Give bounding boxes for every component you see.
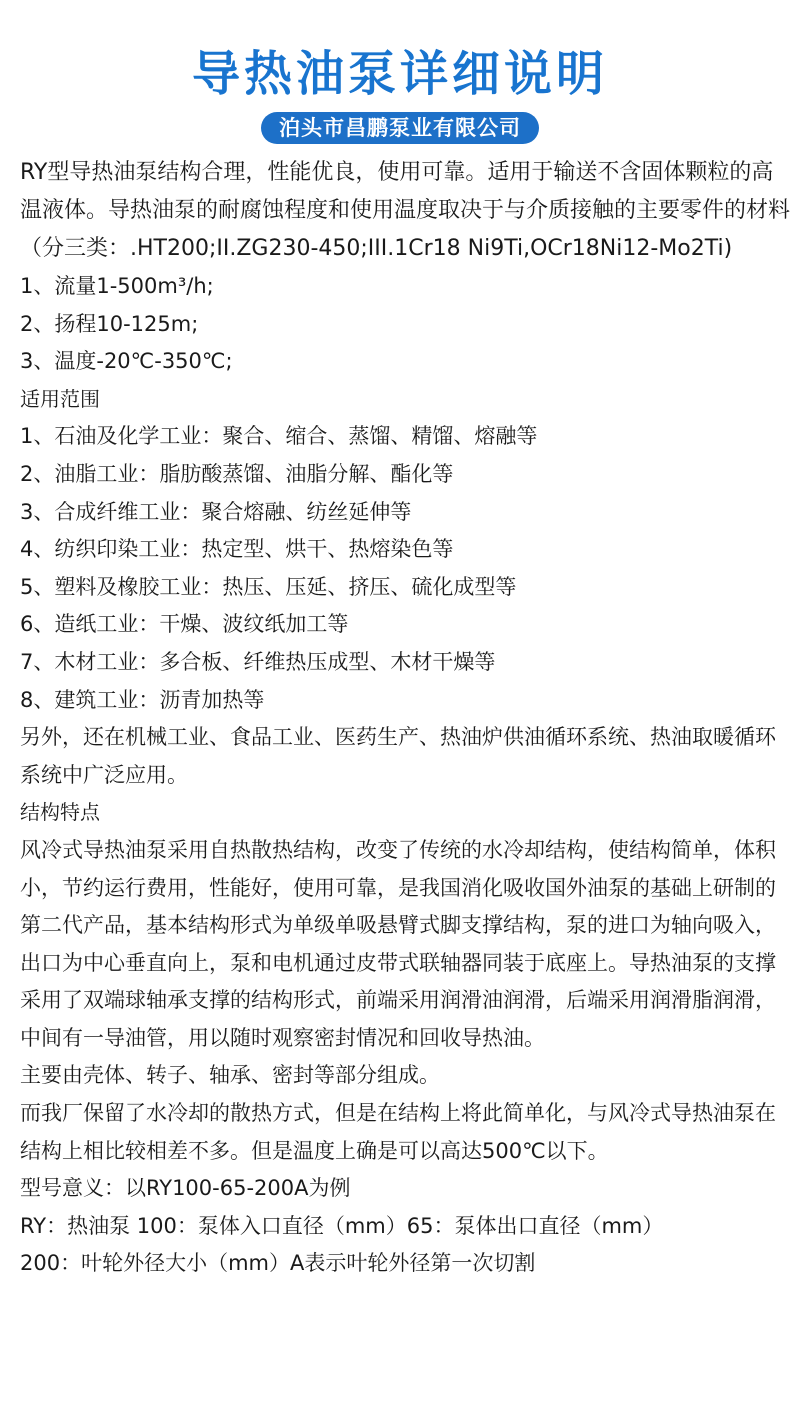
scope-heading: 适用范围 bbox=[20, 386, 100, 411]
spec-item: 2、扬程10-125m; bbox=[20, 311, 199, 336]
structure-paragraph: 主要由壳体、转子、轴承、密封等部分组成。 bbox=[20, 1063, 440, 1088]
spec-item: 1、流量1-500m³/h; bbox=[20, 274, 214, 298]
scope-item: 3、合成纤维工业：聚合熔融、纺丝延伸等 bbox=[20, 499, 412, 524]
scope-item: 4、纺织印染工业：热定型、烘干、热熔染色等 bbox=[20, 537, 454, 562]
structure-paragraph: 风冷式导热油泵采用自热散热结构，改变了传统的水冷却结构，使结构简单，体积小，节约运行费用，性能好，使用可靠，是我国消化吸收国外油泵的基础上研制的第二代产品，基本结构形式为单级单吸悬臂式脚支撑结构，泵的进口为轴向吸入，出口为中心垂直向上，泵和电机通过皮带式联轴器同装于底座上。导热油泵的支撑采用了双端球轴承支撑的结构形式，前端采用润滑油润滑，后端采用润滑脂润滑，中间有一导油管，用以随时观察密封情况和回收导热油。 bbox=[20, 837, 776, 1050]
intro-paragraph: RY型导热油泵结构合理，性能优良，使用可靠。适用于输送不含固体颗粒的高温液体。导热油泵的耐腐蚀程度和使用温度取决于与介质接触的主要零件的材料（分三类：.HT200;II.ZG230-450;III.1Cr18 Ni9Ti,OCr18Ni12-Mo2Ti) bbox=[20, 160, 791, 261]
company-badge: 泊头市昌鹏泵业有限公司 bbox=[261, 112, 539, 144]
scope-item: 2、油脂工业：脂肪酸蒸馏、油脂分解、酯化等 bbox=[20, 461, 454, 486]
article-body bbox=[20, 154, 790, 1283]
model-line: RY：热油泵 100：泵体入口直径（mm）65：泵体出口直径（mm） bbox=[20, 1213, 664, 1238]
model-line: 200：叶轮外径大小（mm）A表示叶轮外径第一次切割 bbox=[20, 1251, 536, 1276]
spec-item: 3、温度-20℃-350℃; bbox=[20, 349, 233, 374]
scope-extra: 另外，还在机械工业、食品工业、医药生产、热油炉供油循环系统、热油取暖循环系统中广泛应用。 bbox=[20, 725, 776, 787]
scope-item: 8、建筑工业：沥青加热等 bbox=[20, 687, 265, 712]
company-badge-wrap bbox=[0, 112, 800, 144]
scope-item: 6、造纸工业：干燥、波纹纸加工等 bbox=[20, 612, 349, 637]
scope-item: 7、木材工业：多合板、纤维热压成型、木材干燥等 bbox=[20, 649, 496, 674]
structure-heading: 结构特点 bbox=[20, 800, 100, 825]
scope-item: 1、石油及化学工业：聚合、缩合、蒸馏、精馏、熔融等 bbox=[20, 424, 538, 449]
model-heading: 型号意义：以RY100-65-200A为例 bbox=[20, 1176, 351, 1201]
page-title: 导热油泵详细说明 bbox=[191, 46, 608, 102]
scope-item: 5、塑料及橡胶工业：热压、压延、挤压、硫化成型等 bbox=[20, 574, 517, 599]
structure-paragraph: 而我厂保留了水冷却的散热方式，但是在结构上将此简单化，与风冷式导热油泵在结构上相比较相差不多。但是温度上确是可以高达500℃以下。 bbox=[20, 1101, 776, 1163]
